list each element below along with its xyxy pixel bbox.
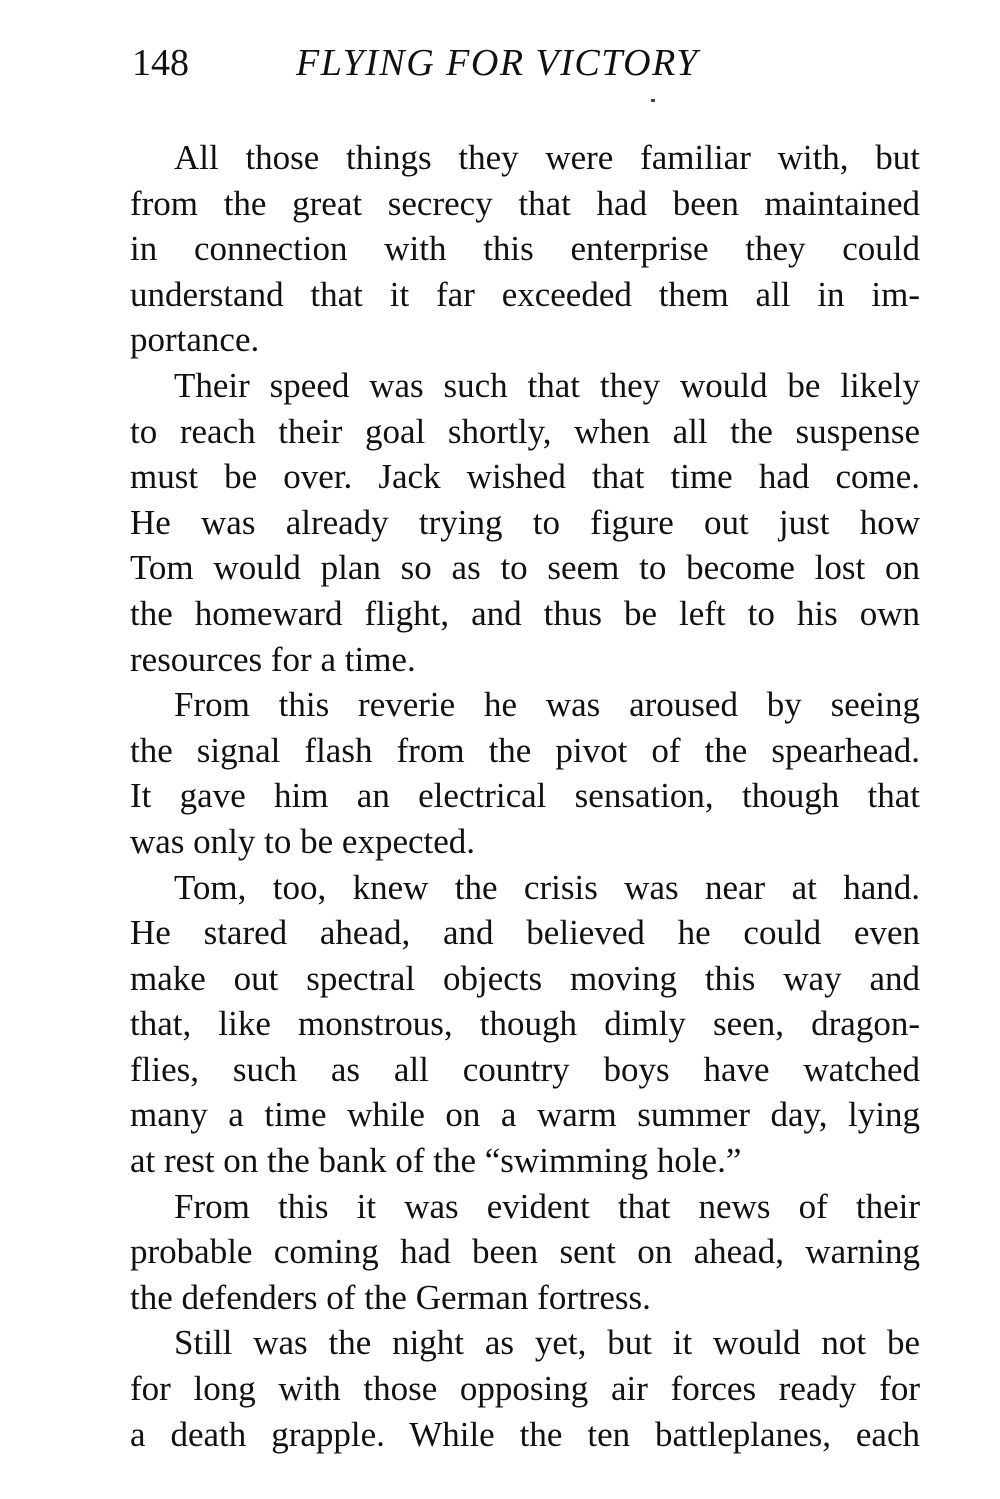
paragraph-1 (130, 135, 920, 363)
text-line: must be over. Jack wished that time had come. (130, 457, 920, 497)
text-line: at rest on the bank of the “swimming hole.” (130, 1141, 742, 1181)
text-line: that, like monstrous, though dimly seen, dragon- (130, 1004, 920, 1044)
text-line: flies, such as all country boys have watched (130, 1049, 920, 1089)
running-head (128, 38, 928, 88)
text-line: to reach their goal shortly, when all the suspense (130, 411, 920, 451)
text-line: He was already trying to figure out just how (130, 502, 920, 542)
page-number: 148 (132, 42, 189, 84)
text-line: many a time while on a warm summer day, lying (130, 1095, 920, 1135)
text-line: portance. (130, 320, 260, 360)
text-line: Their speed was such that they would be likely (174, 365, 920, 405)
text-line: He stared ahead, and believed he could even (130, 913, 920, 953)
text-line: Tom would plan so as to seem to become lost on (130, 548, 920, 588)
paragraph-5 (130, 1184, 920, 1321)
text-line: the homeward flight, and thus be left to his own (130, 593, 920, 633)
text-line: make out spectral objects moving this way and (130, 958, 920, 998)
text-line: probable coming had been sent on ahead, warning (130, 1232, 920, 1272)
running-title: FLYING FOR VICTORY (296, 42, 699, 84)
text-line: for long with those opposing air forces ready for (130, 1369, 920, 1409)
text-line: All those things they were familiar with, but (174, 138, 920, 177)
paragraph-6 (130, 1320, 920, 1457)
text-line: From this it was evident that news of their (174, 1186, 920, 1226)
text-line: the defenders of the German fortress. (130, 1277, 651, 1317)
text-line: Still was the night as yet, but it would not be (174, 1323, 920, 1363)
print-speck (651, 99, 655, 102)
text-line: resources for a time. (130, 639, 416, 679)
paragraph-3 (130, 682, 920, 864)
text-line: From this reverie he was aroused by seeing (174, 685, 920, 725)
paragraph-4 (130, 865, 920, 1184)
text-line: in connection with this enterprise they could (130, 229, 920, 269)
text-line: It gave him an electrical sensation, though that (130, 776, 920, 816)
body-text (130, 135, 920, 1457)
text-line: a death grapple. While the ten battleplanes, each (130, 1414, 920, 1454)
text-line: Tom, too, knew the crisis was near at hand. (174, 867, 920, 907)
text-line: understand that it far exceeded them all in im- (130, 274, 920, 314)
text-line: from the great secrecy that had been maintained (130, 183, 920, 223)
text-line: the signal flash from the pivot of the spearhead. (130, 730, 920, 770)
paragraph-2 (130, 363, 920, 682)
text-line: was only to be expected. (130, 821, 476, 861)
